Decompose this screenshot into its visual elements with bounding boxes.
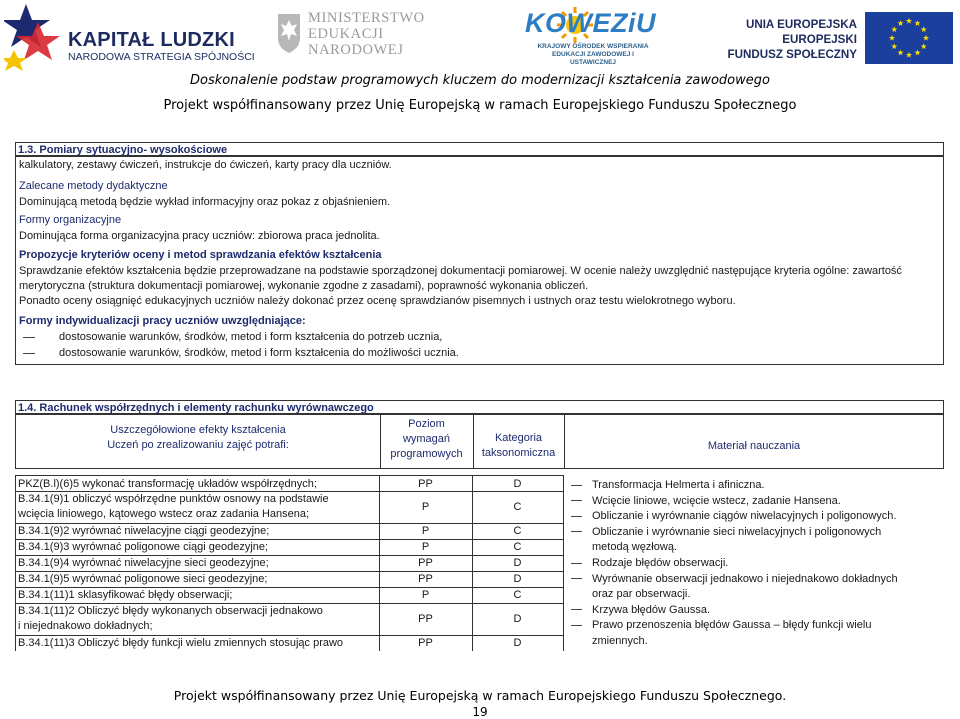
table-row-level: P — [421, 501, 430, 513]
page-number: 19 — [472, 705, 488, 719]
table-row-category: D — [513, 557, 522, 569]
kapital-ludzki-star-icon — [4, 2, 62, 72]
table-row-category: C — [513, 589, 522, 601]
table-row-level: P — [421, 541, 430, 553]
dash-bullet — [571, 516, 582, 517]
individual-item: dostosowanie warunków, środków, metod i form kształcenia do potrzeb ucznia, — [23, 329, 442, 345]
table-row-effect: B.34.1(11)2 Obliczyć błędy wykonanych obserwacji jednakowo — [18, 605, 323, 617]
project-title: Doskonalenie podstaw programowych kluczem do modernizacji kształcenia zawodowego — [190, 73, 770, 88]
eu-line-1: UNIA EUROPEJSKA — [745, 18, 857, 31]
forms-text: Dominująca forma organizacyjna pracy uczniów: zbiorowa praca jednolita. — [19, 230, 380, 242]
material-item: Transformacja Helmerta i afiniczna. — [571, 478, 898, 494]
materials-line: kalkulatory, zestawy ćwiczeń, instrukcje do ćwiczeń, karty pracy dla uczniów. — [19, 159, 392, 171]
table-row-level: P — [421, 589, 430, 601]
table-left-border — [15, 475, 16, 651]
dash-bullet — [571, 500, 582, 501]
methods-text: Dominującą metodą będzie wykład informacyjny oraz pokaz z objaśnieniem. — [19, 196, 391, 208]
table-row-level: PP — [418, 637, 433, 649]
dash-bullet — [571, 563, 582, 564]
individual-item: dostosowanie warunków, środków, metod i form kształcenia do możliwości ucznia. — [23, 345, 459, 361]
table-row-effect: B.34.1(9)2 wyrównać niwelacyjne ciągi geodezyjne; — [18, 525, 270, 537]
dash-bullet — [571, 609, 582, 610]
table-row-level: PP — [418, 478, 433, 490]
material-item: Krzywa błędów Gaussa. — [571, 603, 898, 619]
table-row-effect: B.34.1(9)5 wyrównać poligonowe sieci geodezyjne; — [18, 573, 268, 585]
individual-heading: Formy indywidualizacji pracy uczniów uwzględniające: — [19, 315, 306, 327]
kowezu-wordmark: KOWEZiU — [525, 8, 656, 38]
dash-bullet — [23, 353, 35, 354]
table-row-level: P — [421, 525, 430, 537]
table-row-effect: B.34.1(11)1 sklasyfikować błędy obserwacji; — [18, 589, 233, 601]
criteria-line-2: merytoryczna (struktura dokumentacji pomiarowej, wykonanie zgodne z zasadami), poprawność wykonania obliczeń. — [19, 280, 589, 292]
material-item: Wcięcie liniowe, wcięcie wstecz, zadanie Hansena. — [571, 494, 898, 510]
col-category-header: Kategoria taksonomiczna — [481, 432, 556, 459]
dash-bullet — [571, 485, 582, 486]
material-item: Wyrównanie obserwacji jednakowo i niejednakowo dokładnych — [571, 572, 898, 588]
forms-heading: Formy organizacyjne — [19, 214, 122, 226]
table-row-category: D — [513, 573, 522, 585]
dash-bullet — [571, 578, 582, 579]
table-row-category: C — [513, 501, 522, 513]
table-row-category: D — [513, 613, 522, 625]
table-row-category: D — [513, 478, 522, 490]
eagle-emblem-icon — [276, 10, 302, 54]
material-item-cont: metodą węzłową. — [592, 541, 677, 554]
dash-bullet — [571, 531, 582, 532]
column-divider — [563, 475, 564, 651]
kowezu-subtitle: KRAJOWY OŚRODEK WSPIERANIA EDUKACJI ZAWODOWEJ I USTAWICZNEJ — [537, 43, 649, 66]
ministry-logo — [276, 10, 456, 65]
material-item: Prawo przenoszenia błędów Gaussa – błędy funkcji wielu — [571, 618, 898, 634]
cofinance-header: Projekt współfinansowany przez Unię Europejską w ramach Europejskiego Funduszu Społecznego — [163, 98, 797, 113]
section-1-3-heading: 1.3. Pomiary sytuacyjno- wysokościowe — [15, 142, 944, 156]
kapital-ludzki-subtitle: NARODOWA STRATEGIA SPÓJNOŚCI — [68, 51, 255, 63]
table-row-effect: B.34.1(11)3 Obliczyć błędy funkcji wielu zmiennych stosując prawo — [18, 637, 344, 649]
col-material-header: Materiał nauczania — [707, 440, 801, 452]
table-header — [15, 414, 944, 469]
table-row-effect-cont: i niejednakowo dokładnych; — [18, 620, 153, 632]
table-row-category: C — [513, 541, 522, 553]
criteria-line-1: Sprawdzanie efektów kształcenia będzie przeprowadzane na podstawie sporządzonej dokumentacji pomiarowej. W ocenie należy uwzględnić następujące kryteria ogólne: zawartość — [19, 265, 902, 277]
ministry-line-2: EDUKACJI — [308, 26, 384, 42]
table-row-effect: B.34.1(9)3 wyrównać poligonowe ciągi geodezyjne; — [18, 541, 269, 553]
table-body — [15, 475, 944, 653]
table-row-category: C — [513, 525, 522, 537]
eu-logo — [727, 12, 953, 74]
ministry-line-1: MINISTERSTWO — [308, 10, 425, 26]
kapital-ludzki-logo — [4, 2, 255, 74]
eu-line-2: EUROPEJSKI — [782, 33, 857, 46]
table-row-level: PP — [418, 573, 433, 585]
eu-flag-icon — [865, 12, 953, 64]
table-row-effect: B.34.1(9)4 wyrównać niwelacyjne sieci geodezyjne; — [18, 557, 269, 569]
material-item: Obliczanie i wyrównanie sieci niwelacyjnych i poligonowych — [571, 525, 898, 541]
table-row-effect: B.34.1(9)1 obliczyć współrzędne punktów osnowy na podstawie — [18, 493, 329, 505]
kapital-ludzki-title: KAPITAŁ LUDZKI — [68, 29, 235, 51]
material-item-cont: oraz par obserwacji. — [592, 588, 691, 601]
methods-heading: Zalecane metody dydaktyczne — [19, 180, 168, 192]
dash-bullet — [571, 625, 582, 626]
dash-bullet — [23, 337, 35, 338]
kowezu-logo — [525, 4, 660, 66]
material-item: Rodzaje błędów obserwacji. — [571, 556, 898, 572]
criteria-line-3: Ponadto oceny osiągnięć edukacyjnych uczniów należy dokonać przez ocenę sprawdzianów pisemnych i ustnych oraz testu wielokrotnego wyboru. — [19, 295, 736, 307]
footer-cofinance: Projekt współfinansowany przez Unię Europejską w ramach Europejskiego Funduszu Społecznego. — [173, 688, 787, 703]
table-row-level: PP — [418, 613, 433, 625]
table-row-effect-cont: wcięcia liniowego, kątowego wstecz oraz zadania Hansena; — [18, 508, 310, 520]
table-row-category: D — [513, 637, 522, 649]
criteria-heading: Propozycje kryteriów oceny i metod sprawdzania efektów kształcenia — [19, 249, 382, 261]
col-level-header: Poziom wymagań programowych — [390, 418, 463, 460]
material-list — [571, 478, 898, 650]
material-item: Obliczanie i wyrównanie ciągów niwelacyjnych i poligonowych. — [571, 509, 898, 525]
ministry-line-3: NARODOWEJ — [308, 42, 404, 58]
table-row-effect: PKZ(B.l)(6)5 wykonać transformację układów współrzędnych; — [18, 478, 317, 490]
row-divider — [15, 475, 563, 476]
table-row-level: PP — [418, 557, 433, 569]
material-item-cont: zmiennych. — [592, 634, 648, 647]
section-1-3-box — [15, 156, 944, 365]
section-1-4-heading: 1.4. Rachunek współrzędnych i elementy rachunku wyrównawczego — [15, 400, 944, 414]
eu-line-3: FUNDUSZ SPOŁECZNY — [727, 48, 857, 61]
col-effects-header: Uszczegółowione efekty kształcenia Uczeń po zrealizowaniu zajęć potrafi: — [107, 424, 289, 451]
